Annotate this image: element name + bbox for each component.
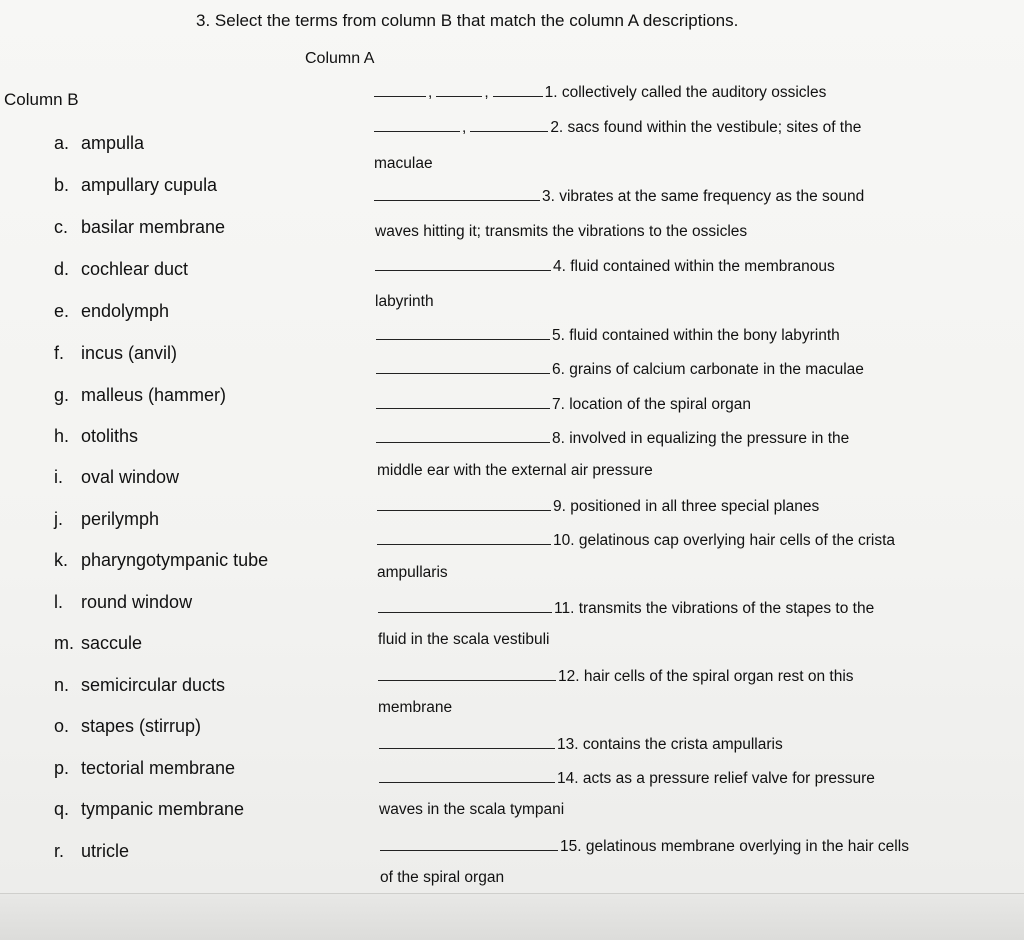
description-continuation: fluid in the scala vestibuli (378, 631, 550, 648)
description-continuation: waves hitting it; transmits the vibrations to the ossicles (375, 223, 748, 240)
column-b-item (54, 800, 244, 818)
description-continuation: maculae (374, 155, 433, 172)
column-b-item (54, 593, 192, 611)
column-a-item (377, 496, 819, 515)
description-text: 3. vibrates at the same frequency as the sound (542, 188, 865, 205)
column-b-item (54, 176, 217, 194)
item-term: round window (81, 592, 193, 612)
column-b-item (54, 344, 177, 362)
column-b-item (54, 260, 188, 278)
column-a-item (375, 256, 835, 275)
description-text: 7. location of the spiral organ (552, 396, 752, 413)
answer-blank[interactable] (375, 256, 551, 271)
item-letter: l. (54, 592, 63, 612)
description-text: 8. involved in equalizing the pressure in the (552, 430, 850, 447)
answer-blank[interactable] (376, 325, 550, 340)
description-text: 5. fluid contained within the bony labyrinth (552, 327, 840, 344)
description-continuation: middle ear with the external air pressure (377, 462, 653, 479)
item-term: cochlear duct (81, 259, 189, 279)
item-term: ampulla (81, 133, 145, 153)
answer-blank[interactable] (493, 82, 543, 97)
item-term: otoliths (81, 426, 139, 446)
item-letter: i. (54, 467, 63, 487)
question-title: 3. Select the terms from column B that match the column A descriptions. (196, 11, 739, 30)
column-a-item (376, 394, 751, 413)
item-letter: e. (54, 301, 70, 321)
answer-blank[interactable] (379, 768, 555, 783)
item-letter: h. (54, 426, 70, 446)
column-b-heading: Column B (4, 90, 79, 109)
answer-blank[interactable] (376, 394, 550, 409)
item-term: ampullary cupula (81, 175, 218, 195)
item-letter: b. (54, 175, 70, 195)
column-a-heading: Column A (305, 50, 375, 67)
item-letter: f. (54, 343, 65, 363)
column-a-item (377, 530, 895, 549)
column-a-item (378, 666, 854, 685)
column-b-item (54, 634, 142, 652)
page-bottom-edge (0, 893, 1024, 940)
item-letter: m. (54, 633, 74, 653)
column-b-item (54, 551, 268, 569)
description-text: 10. gelatinous cap overlying hair cells of the crista (553, 532, 896, 549)
answer-blank[interactable] (380, 836, 558, 851)
description-continuation: membrane (378, 699, 453, 716)
item-term: malleus (hammer) (81, 385, 227, 405)
column-a-item: , , 1. collectively called the auditory ossicles (374, 82, 826, 101)
item-letter: c. (54, 217, 69, 237)
answer-blank[interactable] (378, 666, 556, 681)
column-a-item (374, 186, 864, 205)
answer-blank[interactable] (378, 598, 552, 613)
answer-blank[interactable] (377, 496, 551, 511)
answer-blank[interactable] (436, 82, 482, 97)
column-b-item (54, 468, 179, 486)
column-b-item (54, 717, 201, 735)
item-term: semicircular ducts (81, 675, 226, 695)
item-letter: r. (54, 841, 65, 861)
description-continuation: ampullaris (377, 564, 448, 581)
item-letter: p. (54, 758, 70, 778)
description-continuation: of the spiral organ (380, 869, 505, 886)
answer-blank[interactable] (470, 117, 548, 132)
column-b-item (54, 218, 225, 236)
column-a-item (376, 325, 840, 344)
description-continuation: waves in the scala tympani (379, 801, 565, 818)
item-term: tectorial membrane (81, 758, 236, 778)
column-b-item (54, 842, 129, 860)
column-a-item (376, 428, 849, 447)
item-letter: o. (54, 716, 70, 736)
item-letter: k. (54, 550, 69, 570)
item-letter: n. (54, 675, 70, 695)
answer-blank[interactable] (376, 428, 550, 443)
column-b-item (54, 386, 226, 404)
description-text: 12. hair cells of the spiral organ rest on this (558, 668, 854, 685)
answer-blank[interactable] (374, 82, 426, 97)
item-term: stapes (stirrup) (81, 716, 202, 736)
column-a-item (379, 768, 875, 787)
column-b-item (54, 427, 138, 445)
column-a-item (376, 359, 864, 378)
item-term: incus (anvil) (81, 343, 178, 363)
item-term: oval window (81, 467, 180, 487)
description-text: 13. contains the crista ampullaris (557, 736, 783, 753)
item-letter: g. (54, 385, 70, 405)
item-letter: q. (54, 799, 70, 819)
column-a-item: , 2. sacs found within the vestibule; sites of the (374, 117, 861, 136)
column-a-item (379, 734, 783, 753)
item-letter: a. (54, 133, 70, 153)
answer-blank[interactable] (377, 530, 551, 545)
item-term: utricle (81, 841, 130, 861)
item-letter: d. (54, 259, 70, 279)
column-b-item (54, 510, 159, 528)
description-text: 14. acts as a pressure relief valve for pressure (557, 770, 875, 787)
answer-blank[interactable] (379, 734, 555, 749)
column-b-item (54, 759, 235, 777)
column-a-item (378, 598, 874, 617)
column-b-item (54, 676, 225, 694)
item-term: saccule (81, 633, 143, 653)
answer-blank[interactable] (376, 359, 550, 374)
item-term: perilymph (81, 509, 160, 529)
description-text: 2. sacs found within the vestibule; sites of the (550, 119, 862, 136)
description-text: 9. positioned in all three special planes (553, 498, 820, 515)
description-text: 15. gelatinous membrane overlying in the hair cells (560, 838, 909, 855)
description-text: 4. fluid contained within the membranous (553, 258, 835, 275)
description-text: 11. transmits the vibrations of the stapes to the (554, 600, 875, 617)
item-term: tympanic membrane (81, 799, 245, 819)
column-b-item (54, 302, 169, 320)
item-term: basilar membrane (81, 217, 226, 237)
description-text: 1. collectively called the auditory ossicles (544, 84, 827, 101)
item-term: endolymph (81, 301, 170, 321)
description-text: 6. grains of calcium carbonate in the maculae (552, 361, 864, 378)
description-continuation: labyrinth (375, 293, 434, 310)
answer-blank[interactable] (374, 117, 460, 132)
item-term: pharyngotympanic tube (81, 550, 269, 570)
answer-blank[interactable] (374, 186, 540, 201)
column-a-item (380, 836, 909, 855)
column-b-item (54, 134, 144, 152)
item-letter: j. (54, 509, 63, 529)
